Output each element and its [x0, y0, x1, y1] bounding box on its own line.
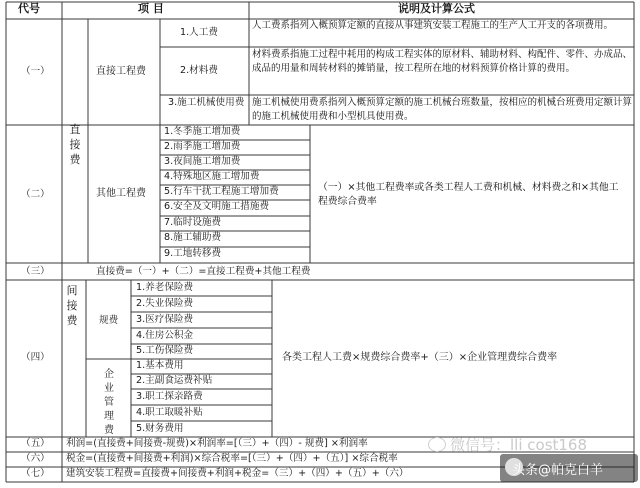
header-code: 代号 [18, 2, 40, 15]
brand-watermark: 头条@帕克白羊 [512, 463, 604, 478]
tax-formula: 税金=(直接费+间接费+利润)×综合税率=[（三）+（四）+（五）] ×综合税率 [66, 453, 398, 464]
header-item: 项 目 [138, 2, 164, 15]
material-fee-name: 2.材料费 [180, 65, 218, 76]
direct-total: 直接费=（一）+（二）=直接工程费+其他工程费 [96, 266, 311, 277]
header-desc: 说明及计算公式 [398, 2, 475, 15]
gui-item-3: 3.医疗保险费 [136, 314, 194, 325]
other-item-1: 1.冬季施工增加费 [164, 126, 241, 137]
other-eng-desc: （一）×其他工程费率或各类工程人工费和机械、材料费之和×其他工程费综合费率 [318, 182, 619, 208]
labor-fee-name: 1.人工费 [180, 27, 218, 38]
gui-item-1: 1.养老保险费 [136, 282, 194, 293]
code-5: （五） [21, 438, 50, 449]
code-1: （一） [21, 66, 50, 77]
wechat-watermark: 微信号：lli cost168 [450, 436, 588, 454]
profit-formula: 利润=(直接费+间接费-规费)×利润率=[（三）+（四）- 规费] ×利润率 [66, 438, 368, 449]
material-fee-desc: 材料费系指施工过程中耗用的构成工程实体的原材料、辅助材料、构配件、零件、办成品、成品的用量和周转材料的摊销量，按工程所在地的材料预算价格计算的费用。 [252, 49, 633, 75]
code-6: （六） [21, 453, 50, 464]
mgmt-item-2: 2.主副食运费补贴 [136, 375, 213, 386]
other-item-2: 2.雨季施工增加费 [164, 141, 241, 152]
other-item-8: 8.施工辅助费 [164, 232, 222, 243]
total-formula: 建筑安装工程费=直接费+间接费+利润+税金=（三）+（四）+（五）+（六） [66, 468, 409, 479]
mgmt-fee-label: 企业管理费 [104, 369, 114, 436]
indirect-desc: 各类工程人工费×规费综合费率+（三）×企业管理费综合费率 [282, 352, 558, 363]
wechat-icon [428, 437, 446, 452]
machine-fee-name: 3.施工机械使用费 [168, 97, 245, 108]
direct-fee-label: 直接费 [69, 123, 81, 166]
code-4: （四） [21, 352, 50, 363]
direct-eng-label: 直接工程费 [96, 66, 146, 77]
labor-fee-desc: 人工费系指列入概预算定额的直接从事建筑安装工程施工的生产人工开支的各项费用。 [252, 20, 614, 31]
mgmt-item-5: 5.财务费用 [136, 423, 184, 434]
code-3: （三） [21, 266, 50, 277]
mgmt-item-3: 3.职工探亲路费 [136, 391, 203, 402]
other-eng-label: 其他工程费 [96, 188, 146, 199]
gui-fee-label: 规费 [99, 315, 119, 326]
gui-item-4: 4.住房公积金 [136, 330, 194, 341]
other-item-6: 6.安全及文明施工措施费 [164, 201, 270, 212]
code-7: （七） [21, 468, 50, 479]
other-item-4: 4.特殊地区施工增加费 [164, 171, 260, 182]
gui-item-5: 5.工伤保险费 [136, 345, 194, 356]
other-item-7: 7.临时设施费 [164, 217, 222, 228]
mgmt-item-4: 4.职工取暖补贴 [136, 407, 203, 418]
machine-fee-desc: 施工机械使用费系指列入概预算定额的施工机械台班数量，按相应的机械台班费用定额计算的施工机械使用费和小型机具使用费。 [252, 97, 633, 123]
code-2: （二） [21, 189, 50, 200]
gui-item-2: 2.失业保险费 [136, 298, 194, 309]
other-item-9: 9.工地转移费 [164, 248, 222, 259]
indirect-fee-label: 间接费 [66, 284, 78, 327]
other-item-3: 3.夜间施工增加费 [164, 156, 241, 167]
other-item-5: 5.行车干扰工程施工增加费 [164, 186, 279, 197]
mgmt-item-1: 1.基本费用 [136, 360, 184, 371]
